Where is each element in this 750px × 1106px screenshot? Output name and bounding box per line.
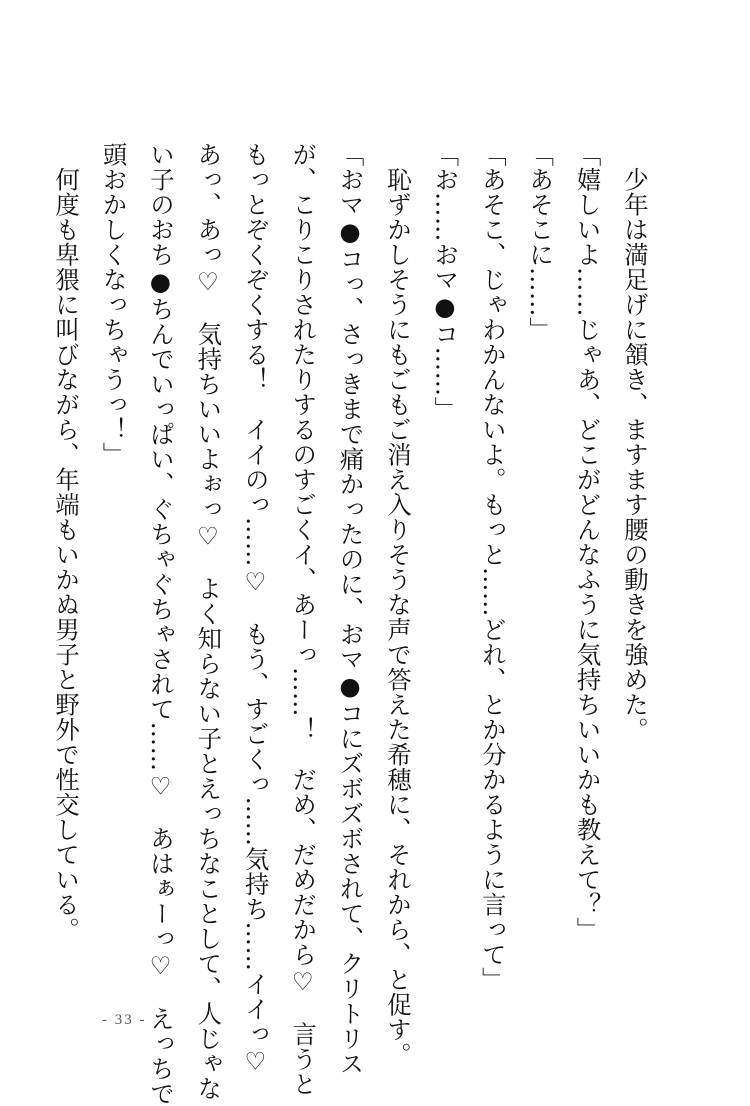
text-line: 頭おかしくなっちゃうっ！」	[98, 142, 128, 467]
text-line: 「おマ●コっ、さっきまで痛かったのに、おマ●コにズボズボされて、クリトリス	[335, 142, 365, 1077]
text-line: あっ、あっ♡ 気持ちいいよぉっ♡ よく知らない子とえっちなことして、人じゃな	[193, 142, 223, 1102]
text-line: い子のおち●ちんでいっぱい、ぐちゃぐちゃされて……♡ あはぁーっ♡ えっちで	[145, 142, 175, 1106]
text-line: 「あそこ、じゃわかんないよ。もっと……どれ、とか分かるように言って」	[477, 142, 507, 992]
text-line: 「お……おマ●コ……」	[430, 142, 460, 422]
text-line: 恥ずかしそうにもごもご消え入りそうな声で答えた希穂に、それから、と促す。	[382, 142, 412, 1067]
text-line: 「あそこに……」	[525, 142, 555, 342]
text-line: もっとぞくぞくする！ イイのっ……♡ もう、すごくっ……気持ち……イイっ♡	[240, 142, 270, 1077]
page-number: - 33 -	[102, 1012, 147, 1028]
text-line: 「嬉しいよ……じゃあ、どこがどんなふうに気持ちいいかも教えて？」	[572, 142, 602, 942]
text-line: 少年は満足げに頷き、ますます腰の動きを強めた。	[620, 142, 649, 742]
text-line: 何度も卑猥に叫びながら、年端もいかぬ男子と野外で性交している。	[51, 142, 81, 942]
text-line: が、こりこりされたりするのすごくイ、あーっ……！ だめ、だめだから♡ 言うと	[288, 142, 318, 1097]
